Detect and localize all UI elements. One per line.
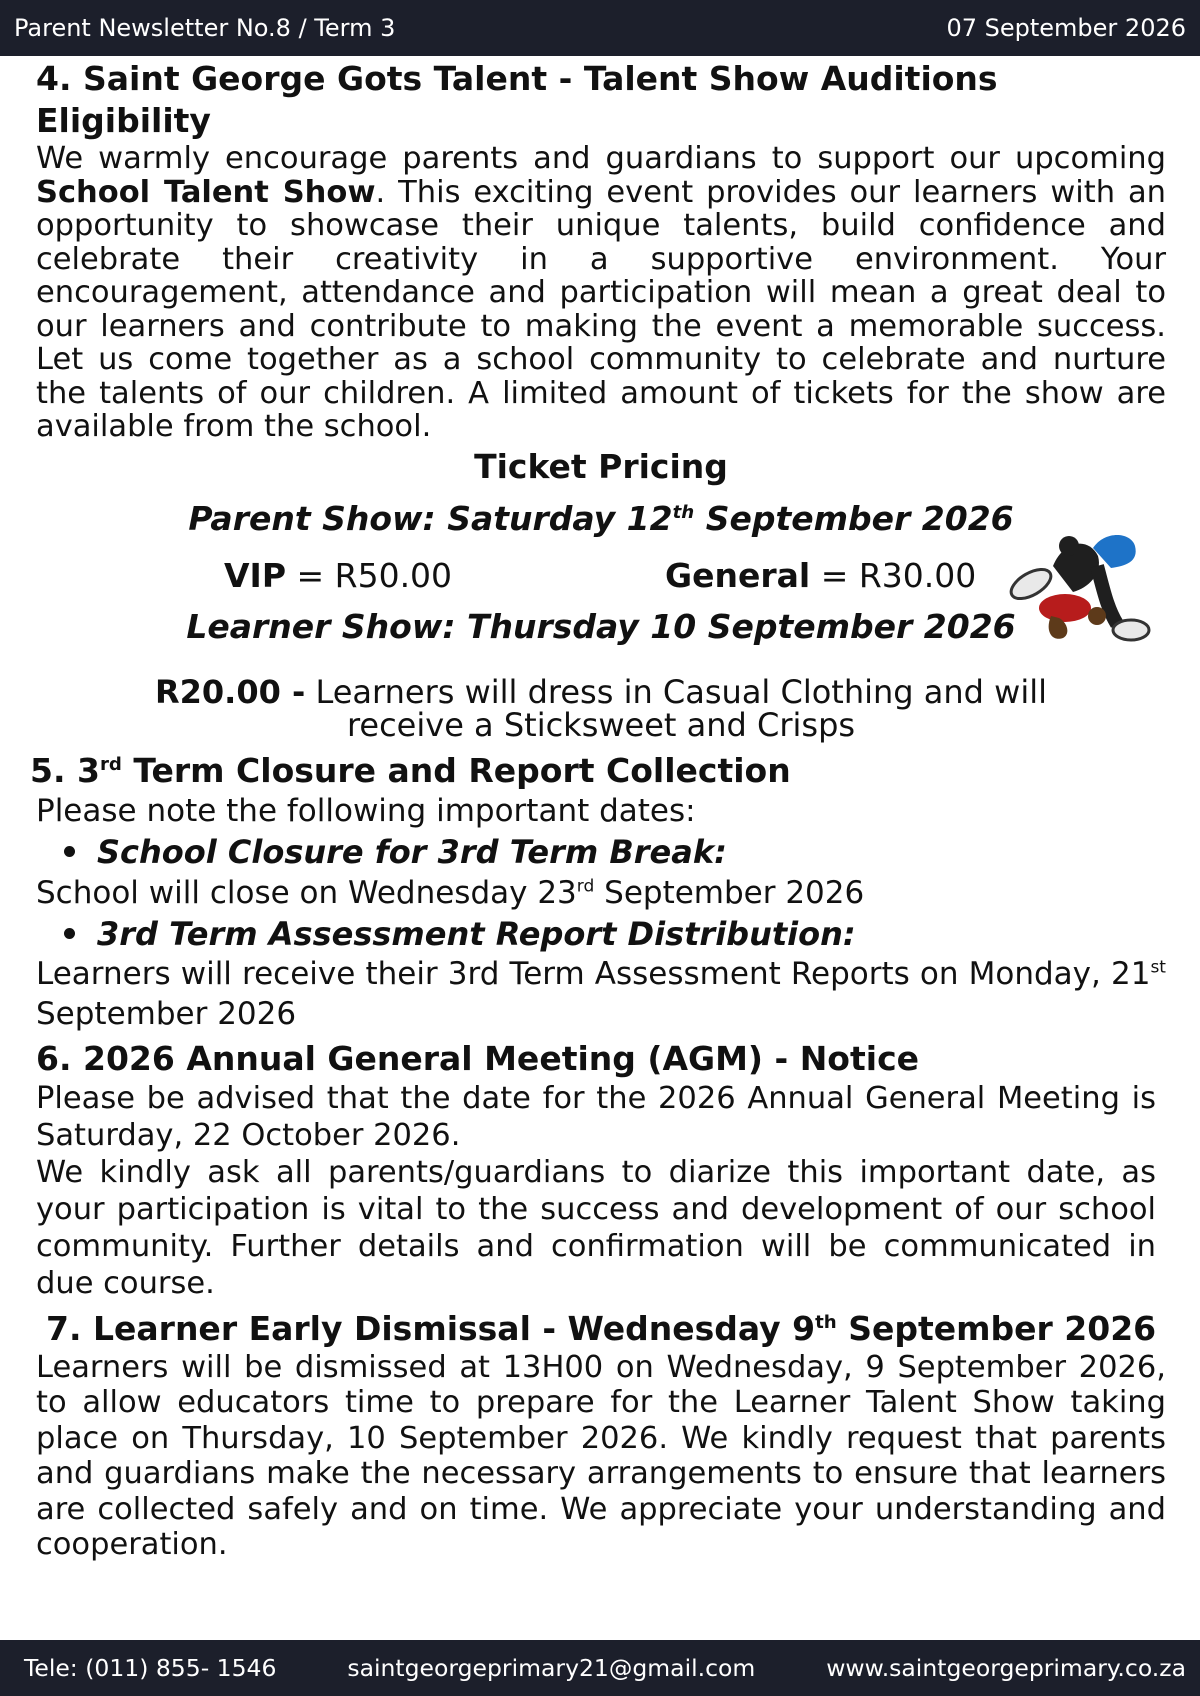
section-4-paragraph (36, 142, 1166, 444)
header-bar (0, 0, 1200, 56)
section-6-heading: 6. 2026 Annual General Meeting (AGM) - Notice (36, 1038, 920, 1078)
vip-label: VIP (224, 555, 287, 595)
school-closure-text-a: School will close on Wednesday 23 (36, 874, 577, 911)
learner-desc-line-1: Learners will dress in Casual Clothing and will (305, 672, 1047, 711)
report-distribution-sup: st (1150, 957, 1166, 978)
section-7-heading-b: September 2026 (836, 1308, 1157, 1348)
section-5-heading-a: 5. 3 (30, 750, 100, 790)
footer-email[interactable]: saintgeorgeprimary21@gmail.com (347, 1654, 756, 1682)
newsletter-body (30, 58, 1166, 1563)
section-5-heading-b: Term Closure and Report Collection (121, 750, 791, 790)
section-7-heading (46, 1308, 1166, 1350)
footer-bar (0, 1640, 1200, 1696)
newsletter-title: Parent Newsletter No.8 / Term 3 (14, 14, 396, 42)
section-4-text-a: We warmly encourage parents and guardians to support our upcoming (36, 141, 1166, 176)
learner-show-heading: Learner Show: Thursday 10 September 2026 (186, 606, 1016, 646)
talent-show-emphasis: School Talent Show (36, 174, 376, 210)
section-5-intro: Please note the following important dates: (36, 792, 696, 829)
footer-website[interactable]: www.saintgeorgeprimary.co.za (826, 1654, 1186, 1682)
parent-show-sup: th (672, 501, 695, 523)
parent-show-text-b: September 2026 (694, 498, 1014, 538)
general-amount: = R30.00 (810, 555, 977, 595)
newsletter-date: 07 September 2026 (946, 14, 1186, 42)
bullet-school-closure (64, 832, 1166, 872)
learner-desc-line-2: receive a Sticksweet and Crisps (346, 705, 856, 744)
report-distribution-text-a: Learners will receive their 3rd Term Assessment Reports on Monday, 21 (36, 955, 1151, 992)
vip-amount: = R50.00 (286, 555, 453, 595)
general-price (665, 556, 976, 595)
bullet-dot (64, 928, 75, 939)
ticket-pricing-title: Ticket Pricing (474, 446, 728, 486)
school-closure-text-b: September 2026 (594, 874, 865, 911)
section-7-heading-sup: th (815, 1311, 837, 1333)
report-distribution-text (36, 954, 1166, 1034)
report-distribution-title: 3rd Term Assessment Report Distribution: (97, 914, 856, 953)
section-4-text-b: . This exciting event provides our learners with an opportunity to showcase their unique talents, build confidence and celebrate their creativity in a supportive environment. Your encouragement, attendance and participation will mean a great deal to our learners and contribute to making the event a memorable success. Let us come together as a school community to celebrate and nurture the talents of our children. A limited amount of tickets for the show are available from the school. (36, 174, 1166, 444)
general-label: General (665, 555, 811, 595)
school-closure-text (36, 872, 1166, 914)
school-closure-title: School Closure for 3rd Term Break: (97, 832, 727, 871)
section-7-heading-a: 7. Learner Early Dismissal - Wednesday 9 (46, 1308, 816, 1348)
learner-price: R20.00 - (155, 672, 306, 711)
section-5-heading-sup: rd (99, 753, 122, 775)
footer-phone: Tele: (011) 855- 1546 (24, 1654, 277, 1682)
section-6-paragraph-1: Please be advised that the date for the 2026 Annual General Meeting is Saturday, 22 October 2026. (36, 1080, 1156, 1153)
bullet-report-distribution (64, 914, 1166, 954)
section-5-heading (30, 750, 1166, 792)
section-7-paragraph: Learners will be dismissed at 13H00 on Wednesday, 9 September 2026, to allow educators time to prepare for the Learner Talent Show taking place on Thursday, 10 September 2026. We kindly request that parents and guardians make the necessary arrangements to ensure that learners are collected safely and on time. We appreciate your understanding and cooperation. (36, 1349, 1166, 1562)
breakdancer-illustration (993, 526, 1153, 646)
school-closure-sup: rd (576, 876, 595, 897)
learner-show-details (36, 672, 1166, 744)
parent-show-text-a: Parent Show: Saturday 12 (188, 498, 673, 538)
section-4-heading: 4. Saint George Gots Talent - Talent Show Auditions Eligibility (36, 59, 998, 140)
vip-price (224, 556, 452, 595)
bullet-dot (64, 846, 75, 857)
report-distribution-text-b: September 2026 (36, 995, 297, 1032)
section-6-paragraph-2: We kindly ask all parents/guardians to diarize this important date, as your participation is vital to the success and development of our school community. Further details and confirmation will be communicated in due course. (36, 1154, 1156, 1301)
